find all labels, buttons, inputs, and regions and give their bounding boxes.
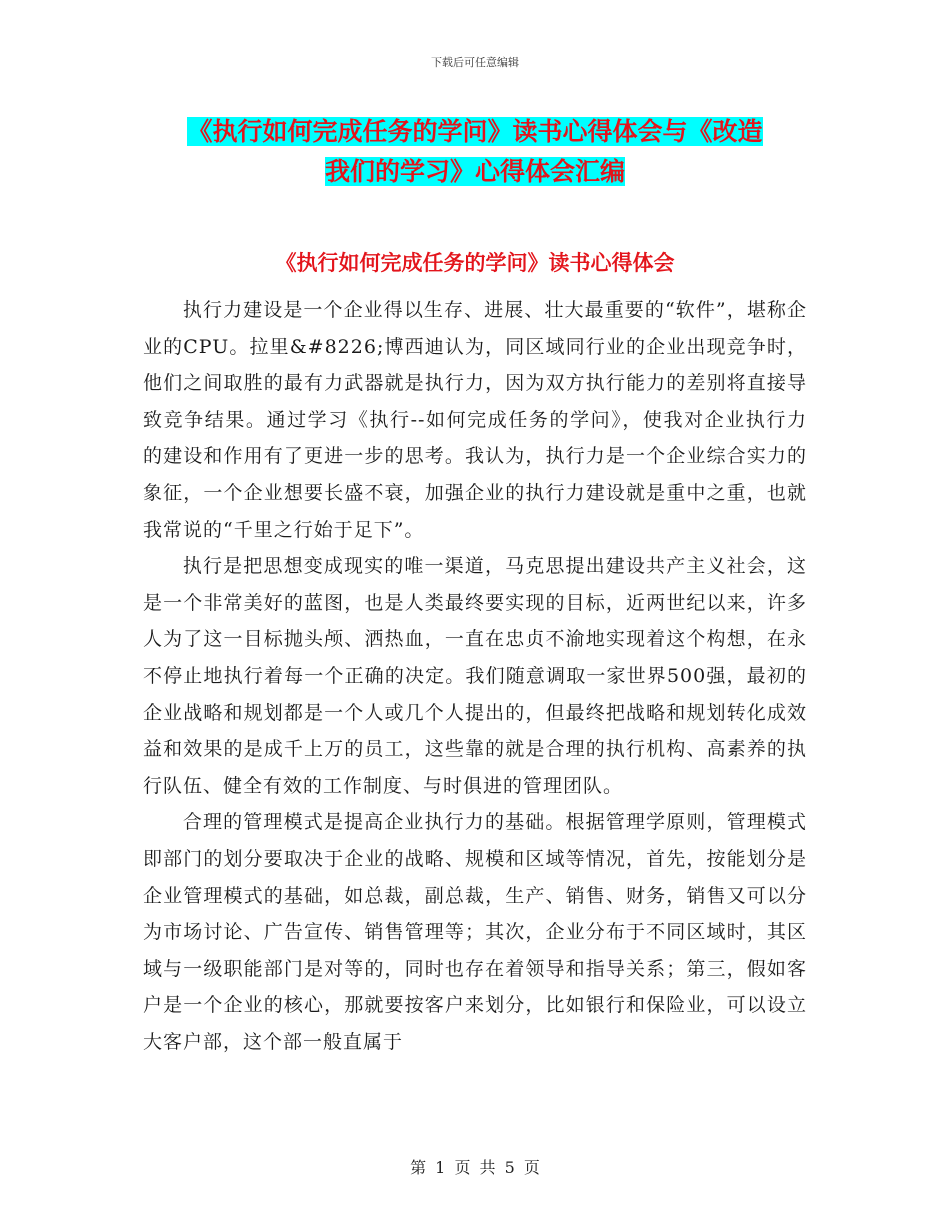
header-note: 下载后可任意编辑 [431, 56, 519, 69]
document-title-line-2: 我们的学习》心得体会汇编 [324, 157, 625, 186]
document-title [150, 112, 800, 192]
paragraph: 合理的管理模式是提高企业执行力的基础。根据管理学原则，管理模式即部门的划分要取决于企业的战略、规模和区域等情况，首先，按能划分是企业管理模式的基础，如总裁，副总裁，生产、销售、财务，销售又可以分为市场讨论、广告宣传、销售管理等；其次，企业分布于不同区域时，其区域与一级职能部门是对等的，同时也存在着领导和指导关系；第三，假如客户是一个企业的核心，那就要按客户来划分，比如银行和保险业，可以设立大客户部，这个部一般直属于 [143, 811, 807, 1053]
page-number-footer: 第 1 页 共 5 页 [410, 1158, 540, 1177]
paragraph: 执行力建设是一个企业得以生存、进展、壮大最重要的“软件”，堪称企业的CPU。拉里&#8226;博西迪认为，同区域同行业的企业出现竞争时，他们之间取胜的最有力武器就是执行力，因为双方执行能力的差别将直接导致竞争结果。通过学习《执行--如何完成任务的学问》，使我对企业执行力的建设和作用有了更进一步的思考。我认为，执行力是一个企业综合实力的象征，一个企业想要长盛不衰，加强企业的执行力建设就是重中之重，也就我常说的“千里之行始于足下”。 [143, 299, 807, 541]
document-title-line-1: 《执行如何完成任务的学问》读书心得体会与《改造 [187, 117, 763, 146]
paragraph: 执行是把思想变成现实的唯一渠道，马克思提出建设共产主义社会，这是一个非常美好的蓝图，也是人类最终要实现的目标，近两世纪以来，许多人为了这一目标抛头颅、洒热血，一直在忠贞不渝地实现着这个构想，在永不停止地执行着每一个正确的决定。我们随意调取一家世界500强，最初的企业战略和规划都是一个人或几个人提出的，但最终把战略和规划转化成效益和效果的是成千上万的员工，这些靠的就是合理的执行机构、高素养的执行队伍、健全有效的工作制度、与时俱进的管理团队。 [143, 555, 807, 797]
section-title: 《执行如何完成任务的学问》读书心得体会 [275, 251, 675, 275]
document-body [143, 292, 807, 1060]
